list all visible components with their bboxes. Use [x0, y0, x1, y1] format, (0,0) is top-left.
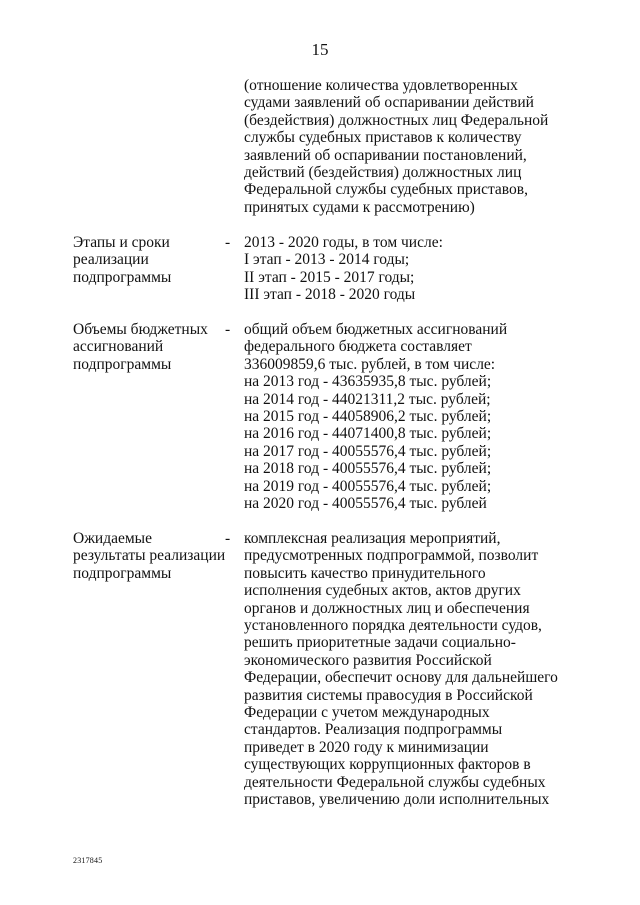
row-value-line: на 2020 год - 40055576,4 тыс. рублей — [244, 495, 487, 513]
row-value-line: деятельности Федеральной службы судебных — [244, 773, 546, 791]
row-value-line: существующих коррупционных факторов в — [244, 756, 531, 774]
row-label-line: подпрограммы — [73, 355, 172, 373]
row-value-line: I этап - 2013 - 2014 годы; — [244, 251, 410, 269]
intro-line: (бездействия) должностных лиц Федеральной — [244, 111, 549, 129]
row-value-line: исполнения судебных актов, актов других — [244, 582, 521, 600]
row-value-line: III этап - 2018 - 2020 годы — [244, 286, 416, 304]
row-value-line: повысить качество принудительного — [244, 564, 486, 582]
row-value-line: приставов, увеличению доли исполнительных — [244, 791, 550, 809]
row-label-line: реализации — [73, 251, 149, 269]
row-label-line: результаты реализации — [73, 547, 226, 565]
row-label — [73, 321, 208, 373]
row-dash: - — [225, 321, 231, 338]
row-value — [244, 321, 507, 512]
page-number: 15 — [311, 40, 329, 59]
row-label-line: ассигнований — [73, 338, 164, 356]
row-value-line: установленного порядка деятельности судов, — [244, 617, 542, 635]
row-dash: - — [225, 530, 231, 547]
row-value-line: экономического развития Российской — [244, 651, 492, 669]
row-value-line: на 2017 год - 40055576,4 тыс. рублей; — [244, 442, 492, 460]
intro-line: заявлений об оспаривании постановлений, — [244, 146, 527, 164]
row-value-line: Федерации, обеспечит основу для дальнейшего — [244, 669, 558, 687]
row-label-line: подпрограммы — [73, 268, 172, 286]
row-value-line: на 2015 год - 44058906,2 тыс. рублей; — [244, 408, 492, 426]
document-code: 2317845 — [73, 856, 103, 865]
row-value-line: 336009859,6 тыс. рублей, в том числе: — [244, 355, 496, 373]
intro-line: службы судебных приставов к количеству — [244, 129, 522, 147]
row-value-line: на 2016 год - 44071400,8 тыс. рублей; — [244, 425, 492, 443]
row-value-line: 2013 - 2020 годы, в том числе: — [244, 234, 443, 251]
row-value-line: федерального бюджета составляет — [244, 338, 472, 356]
intro-line: судами заявлений об оспаривании действий — [244, 94, 534, 112]
row-value-line: общий объем бюджетных ассигнований — [244, 321, 508, 338]
row-value-line: на 2013 год - 43635935,8 тыс. рублей; — [244, 373, 492, 391]
row-label — [73, 234, 171, 286]
row-value-line: II этап - 2015 - 2017 годы; — [244, 268, 415, 286]
row-value-line: решить приоритетные задачи социально- — [244, 634, 516, 652]
row-value — [244, 530, 558, 809]
row-value-line: на 2019 год - 40055576,4 тыс. рублей; — [244, 477, 492, 495]
row-value-line: Федерации с учетом международных — [244, 704, 490, 722]
intro-text-block — [244, 77, 548, 216]
row-value-line: органов и должностных лиц и обеспечения — [244, 599, 530, 617]
row-label — [73, 530, 225, 582]
row-label-line: Этапы и сроки — [73, 234, 170, 251]
row-label-line: Объемы бюджетных — [73, 321, 208, 338]
row-value-line: развития системы правосудия в Российской — [244, 686, 533, 704]
row-value-line: приведет в 2020 году к минимизации — [244, 738, 489, 756]
row-value — [244, 234, 443, 304]
row-label-line: подпрограммы — [73, 564, 172, 582]
row-value-line: стандартов. Реализация подпрограммы — [244, 721, 503, 739]
intro-line: Федеральной службы судебных приставов, — [244, 181, 528, 199]
row-value-line: комплексная реализация мероприятий, — [244, 530, 501, 547]
intro-line: (отношение количества удовлетворенных — [244, 77, 518, 94]
row-dash: - — [225, 234, 231, 251]
intro-line: принятых судами к рассмотрению) — [244, 198, 475, 216]
row-value-line: на 2018 год - 40055576,4 тыс. рублей; — [244, 460, 492, 478]
row-label-line: Ожидаемые — [73, 530, 152, 547]
row-value-line: на 2014 год - 44021311,2 тыс. рублей; — [244, 390, 491, 408]
intro-line: действий (бездействия) должностных лиц — [244, 164, 522, 182]
row-value-line: предусмотренных подпрограммой, позволит — [244, 547, 539, 565]
